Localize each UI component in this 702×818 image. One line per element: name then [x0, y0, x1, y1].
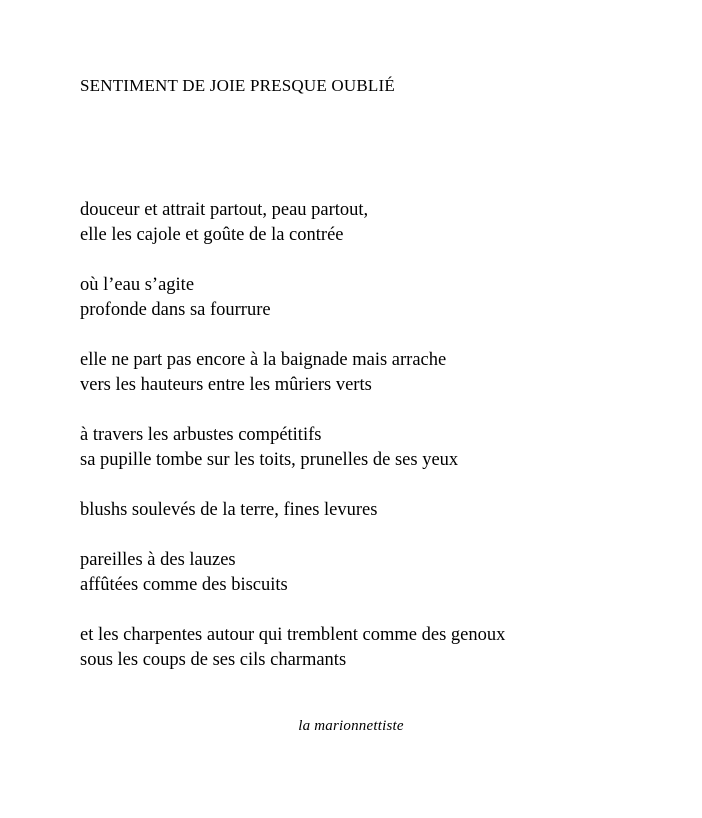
- verse-line: sa pupille tombe sur les toits, prunelles de ses yeux: [80, 450, 459, 470]
- verse-line: vers les hauteurs entre les mûriers verts: [80, 375, 372, 395]
- stanza: [80, 423, 670, 473]
- stanza: [80, 348, 670, 398]
- page-title: SENTIMENT DE JOIE PRESQUE OUBLIÉ: [80, 76, 395, 95]
- stanza: [80, 198, 670, 248]
- verse-line: affûtées comme des biscuits: [80, 575, 288, 595]
- verse-line: où l’eau s’agite: [80, 275, 195, 295]
- verse-line: à travers les arbustes compétitifs: [80, 425, 322, 445]
- verse-line: douceur et attrait partout, peau partout,: [80, 200, 369, 220]
- stanza: [80, 498, 670, 523]
- author-signature: la marionnettiste: [298, 718, 404, 734]
- verse-line: et les charpentes autour qui tremblent comme des genoux: [80, 625, 506, 645]
- stanza: [80, 623, 670, 673]
- verse-line: elle ne part pas encore à la baignade mais arrache: [80, 350, 447, 370]
- verse-line: profonde dans sa fourrure: [80, 300, 271, 320]
- verse-line: sous les coups de ses cils charmants: [80, 650, 347, 670]
- stanza: [80, 548, 670, 598]
- verse-line: blushs soulevés de la terre, fines levures: [80, 500, 378, 520]
- stanza: [80, 273, 670, 323]
- poem-body: [80, 198, 670, 673]
- verse-line: elle les cajole et goûte de la contrée: [80, 225, 344, 245]
- verse-line: pareilles à des lauzes: [80, 550, 236, 570]
